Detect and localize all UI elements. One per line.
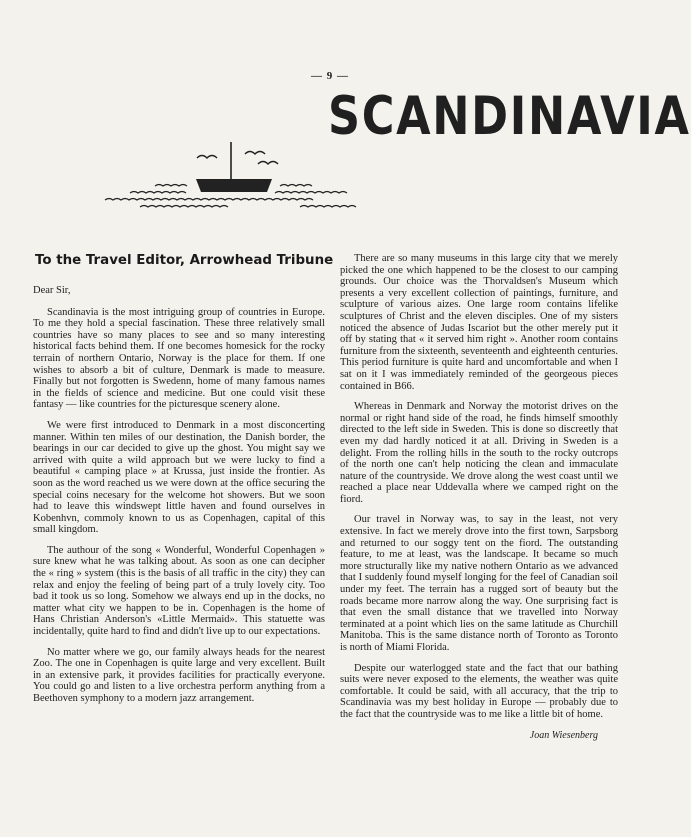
paragraph: We were first introduced to Denmark in a most disconcerting manner. Within ten miles of our destination, the Danish border, the bearings in our car decided to give up the ghost. You might say we arrived with quite a wild approach but we were lucky to find a beautiful « camping place » at Krussa, just inside the frontier. As soon as the word reached us we were down at the office securing the special coins necesary for the welcome hot showers. But we soon had to leave this windswept little haven and found ourselves in Kobenhvn, commoly known to us as Copenhagen, capital of this small kingdom. [33,419,325,536]
bird-icon [197,156,217,159]
paragraph: The authour of the song « Wonderful, Wonderful Copenhagen » sure knew what he was talking about. As soon as one can decipher the « ring » system (this is the basis of all traffic in the city) they can relax and enjoy the feeling of being part of a truly lovely city. Too bad it took us so long. Somehow we always end up in the docks, no matter what city we happen to be in. Copenhagen is the home of Hans Christian Anderson's «Little Mermaid». This statuette was incidentally, quite hard to find and didn't live up to our expectations. [33,544,325,638]
left-column [33,285,325,714]
paragraph: No matter where we go, our family always heads for the nearest Zoo. The one in Copenhagen is quite large and very excellent. Built in an extensive park, it provides facilities for practically everyone. You could go and listen to a live orchestra perform anything from a Beethoven symphony to a modern jazz arrangement. [33,646,325,704]
sailboat-on-waves-illustration [100,130,400,210]
section-title: To the Travel Editor, Arrowhead Tribune [35,253,334,268]
author-signature: Joan Wiesenberg [529,729,598,741]
paragraph: There are so many museums in this large city that we merely picked the one which happened to be the closest to our camping grounds. Our choice was the Thorvaldsen's Museum which presents a very excellent collection of paintings, furniture, and sculpture of various aizes. One large room contains lifelike sculptures of Christ and the eleven disciples. One of my sisters noticed the absence of Judas Iscariot but the other merely put it off by stating that « it served him right ». Another room contains furniture from the sixteenth, seventeenth and eighteenth centuries. This period furniture is quite hard and uncomfortable and when I sat on it I was immediately reminded of the georgeous pieces contained in B66. [340,253,618,392]
paragraph: Despite our waterlogged state and the fact that our bathing suits were never exposed to the elements, the weather was quite comfortable. It could be said, with all accuracy, that the trip to Scandinavia was my best holiday in Europe — probably due to the fact that the countryside was to me like a little bit of home. [340,662,618,720]
page-number: — 9 — [311,70,349,82]
right-column [340,253,618,750]
salutation: Dear Sir, [33,285,71,296]
paragraph: Our travel in Norway was, to say in the least, not very extensive. In fact we merely drove into the first town, Sarpsborg and returned to our soggy tent on the fiord. The outstanding feature, to me at least, was the landscape. It became so much more structurally like my native nothern Ontario as we advanced that I suddenly found myself longing for the feel of Canadian soil under my feet. The terrain has a rugged sort of beauty but the roads became more narrow along the way. One surprising fact is that even the small distance that we travelled into Norway terminated at a point which lies on the same latitude as Churchill Manitoba. This is the same distance north of Toronto as Toronto is north of Miami Florida. [340,514,618,653]
bird-icon [245,152,265,155]
hull-icon [196,179,272,192]
bird-icon [258,162,278,165]
headline-scandinavia: SCANDINAVIA [328,86,691,147]
paragraph: Scandinavia is the most intriguing group of countries in Europe. To me they hold a special fascination. These three relatively small countries have so many places to see and so many interesting historical facts behind them. If one becomes homesick for the rocky terrain of northern Ontario, Norway is the place for them. If one wishes to absorb a bit of culture, Denmark is made to measure. Finally but not forgotten is Swedenn, home of many famous names in the fields of science and medicine. But one could visit these fantasy — like countries for the picturesque scenery alone. [33,306,325,411]
paragraph: Whereas in Denmark and Norway the motorist drives on the normal or right hand side of the road, he finds himself smoothly directed to the left side in Sweden. This is done so discreetly that even my dad hardly noticed it at all. Driving in Sweden is a delight. From the rolling hills in the south to the rocky outcrops of the north one can't help noticing the clean and immaculate nature of the countryside. We drove along the west coast until we reached a place near Uddevalla where we camped right on the fiord. [340,401,618,505]
